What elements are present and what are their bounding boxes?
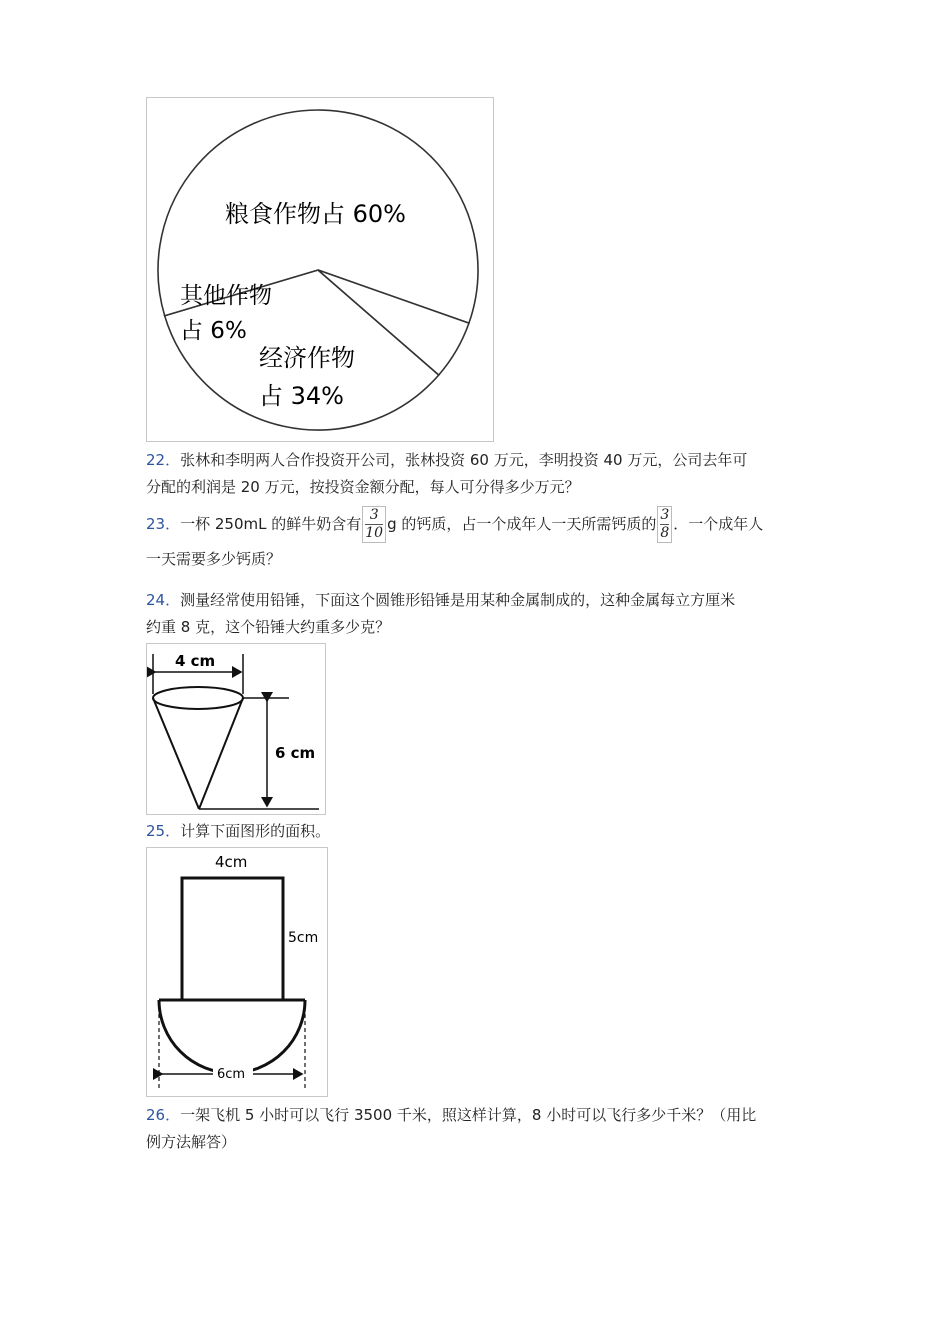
pie-label-econ-line1: 经济作物 — [259, 344, 355, 372]
question-24-number: 24． — [146, 591, 181, 609]
fraction-denominator: 8 — [660, 525, 670, 541]
pie-label-grain: 粮食作物占 60% — [225, 200, 406, 228]
top-width-label: 4cm — [215, 853, 248, 871]
question-24-text: 测量经常使用铅锤，下面这个圆锥形铅锤是用某种金属制成的，这种金属每立方厘米 — [180, 591, 736, 609]
side-height-label: 5cm — [288, 930, 319, 946]
cone-diagram — [147, 644, 325, 814]
question-24-line2: 约重 8 克，这个铅锤大约重多少克？ — [146, 618, 391, 636]
semicircle-arc — [159, 1000, 305, 1073]
pie-label-other-line1: 其他作物 — [180, 283, 272, 309]
question-22 — [146, 447, 816, 501]
bottom-width-label: 6cm — [217, 1067, 246, 1082]
cone-base-ellipse — [153, 687, 243, 709]
cone-height-label: 6 cm — [275, 744, 316, 762]
question-25-text: 计算下面图形的面积。 — [180, 822, 331, 840]
cone-side-left — [153, 698, 199, 809]
cone-figure — [146, 643, 326, 815]
question-23-text-b: g 的钙质，占一个成年人一天所需钙质的 — [387, 515, 657, 533]
pie-chart-figure — [146, 97, 494, 442]
question-26 — [146, 1102, 816, 1156]
fraction-3-10 — [362, 506, 386, 543]
question-23-text-c: ．一个成年人 — [673, 515, 764, 533]
question-22-line1 — [146, 447, 816, 474]
question-26-number: 26． — [146, 1106, 181, 1124]
question-24-line1 — [146, 587, 816, 614]
question-23-line1 — [146, 502, 816, 546]
question-22-line2: 分配的利润是 20 万元，按投资金额分配，每人可分得多少万元？ — [146, 478, 580, 496]
question-23-text-a: 一杯 250mL 的鲜牛奶含有 — [180, 515, 362, 533]
fraction-numerator: 3 — [365, 507, 383, 525]
question-26-line2: 例方法解答） — [146, 1133, 237, 1151]
question-23-line2: 一天需要多少钙质？ — [146, 550, 282, 568]
question-26-text: 一架飞机 5 小时可以飞行 3500 千米，照这样计算，8 小时可以飞行多少千米？（用比 — [180, 1106, 757, 1124]
question-22-number: 22． — [146, 451, 181, 469]
fraction-numerator: 3 — [660, 507, 670, 523]
rectangle-shape — [182, 878, 283, 1000]
question-22-text: 张林和李明两人合作投资开公司，张林投资 60 万元，李明投资 40 万元，公司去年可 — [180, 451, 748, 469]
question-23-number: 23． — [146, 515, 181, 533]
composite-shape-diagram — [147, 848, 327, 1096]
cone-side-right — [199, 698, 243, 809]
question-25-line1 — [146, 818, 816, 845]
question-25 — [146, 818, 816, 845]
pie-label-econ-line2: 占 34% — [259, 382, 344, 410]
cone-diameter-label: 4 cm — [175, 652, 216, 670]
pie-chart — [147, 98, 493, 441]
pie-label-other-line2: 占 6% — [180, 318, 247, 344]
composite-shape-figure — [146, 847, 328, 1097]
question-23 — [146, 502, 816, 573]
question-26-line1 — [146, 1102, 816, 1129]
fraction-3-8 — [657, 506, 672, 543]
question-24 — [146, 587, 816, 641]
question-25-number: 25． — [146, 822, 181, 840]
fraction-denominator: 10 — [365, 525, 384, 541]
